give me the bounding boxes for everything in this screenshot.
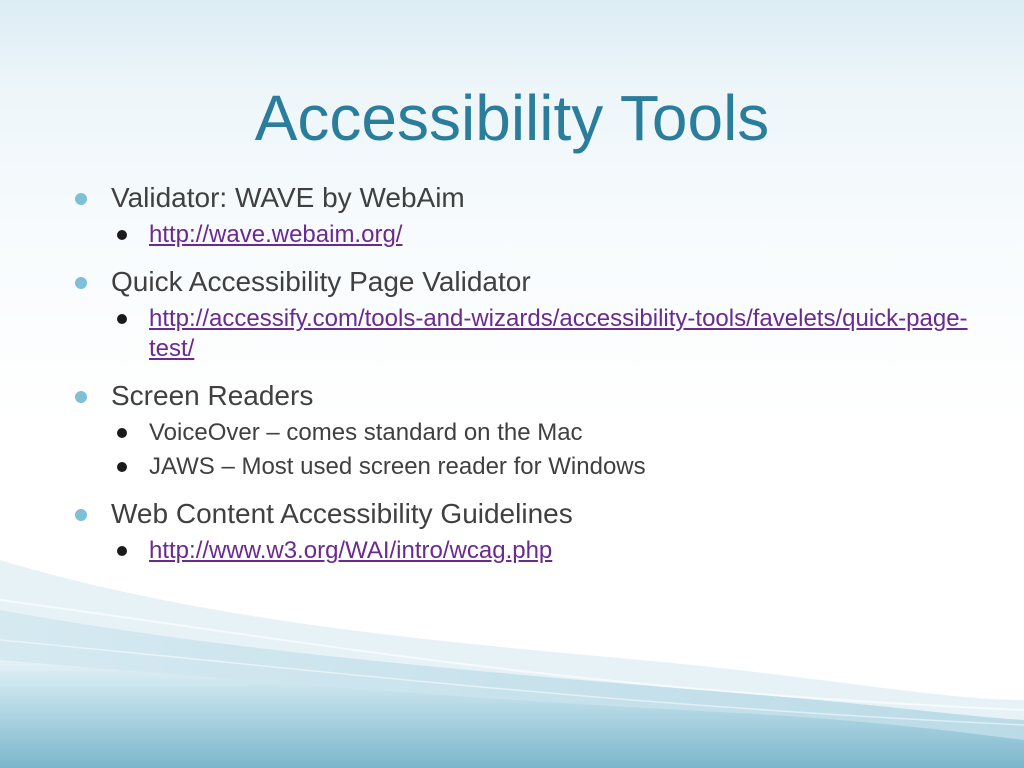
bullet-dot-icon: [117, 428, 127, 438]
bullet-level2: [75, 220, 975, 250]
bullet-level1: [75, 180, 975, 216]
wave-webaim-link[interactable]: http://wave.webaim.org/: [149, 221, 403, 248]
bullet-dot-icon: [75, 277, 87, 289]
accessify-quick-page-test-link[interactable]: http://accessify.com/tools-and-wizards/accessibility-tools/favelets/quick-page-test/: [149, 305, 968, 362]
bullet-dot-icon: [75, 509, 87, 521]
bullet-dot-icon: [75, 391, 87, 403]
bullet-group: [75, 496, 975, 566]
bullet-dot-icon: [75, 193, 87, 205]
bullet-dot-icon: [117, 230, 127, 240]
bullet-level1: [75, 378, 975, 414]
bullet-dot-icon: [117, 546, 127, 556]
bullet-level2: [75, 452, 975, 482]
bullet-level1: [75, 496, 975, 532]
w3-wcag-link[interactable]: http://www.w3.org/WAI/intro/wcag.php: [149, 537, 553, 564]
slide-title: Accessibility Tools: [254, 82, 770, 154]
bullet-text: JAWS – Most used screen reader for Windows: [149, 453, 646, 480]
bullet-text: Web Content Accessibility Guidelines: [111, 498, 573, 529]
bullet-group: [75, 264, 975, 364]
bullet-group: [75, 180, 975, 250]
bullet-level1: [75, 264, 975, 300]
bullet-dot-icon: [117, 314, 127, 324]
bullet-level2: [75, 304, 975, 364]
slide-content: [75, 180, 975, 566]
bullet-group: [75, 378, 975, 482]
bullet-dot-icon: [117, 462, 127, 472]
bullet-level2: [75, 536, 975, 566]
bullet-text: Validator: WAVE by WebAim: [111, 182, 465, 213]
bullet-text: VoiceOver – comes standard on the Mac: [149, 419, 583, 446]
bullet-text: Quick Accessibility Page Validator: [111, 266, 531, 297]
bullet-level2: [75, 418, 975, 448]
bullet-text: Screen Readers: [111, 380, 314, 411]
